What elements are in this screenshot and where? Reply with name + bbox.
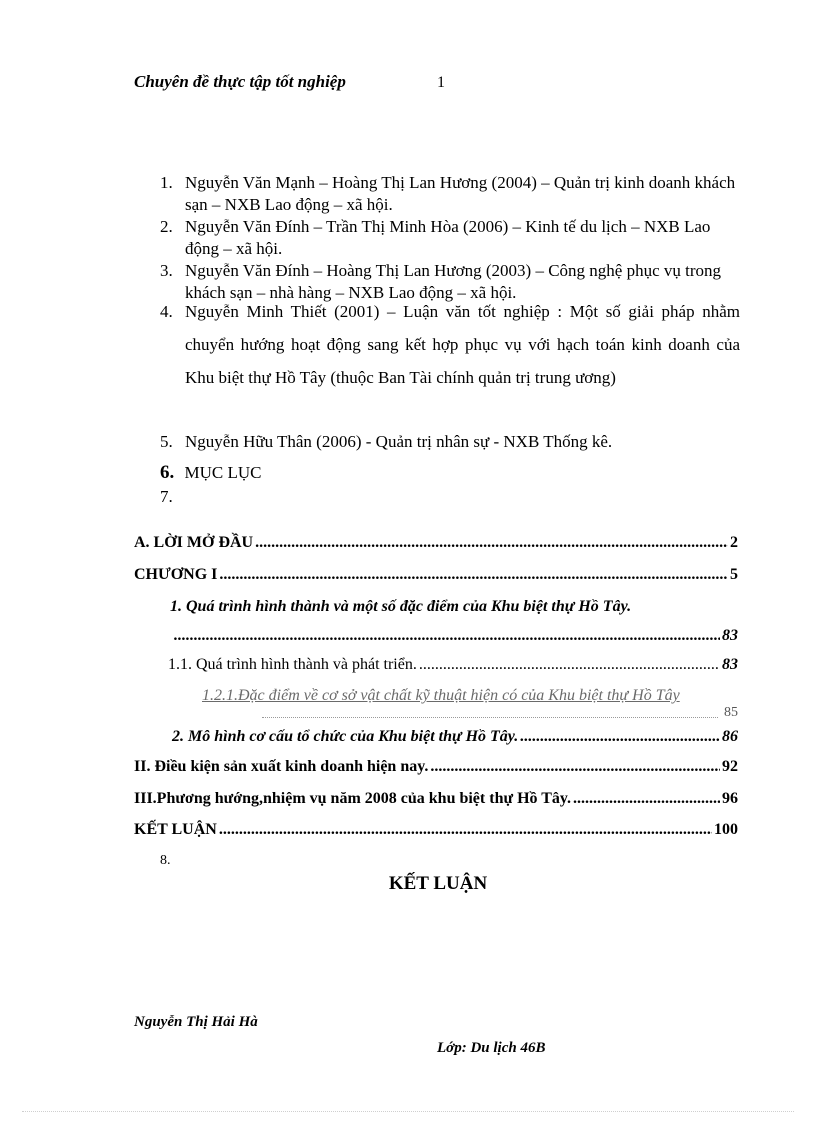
toc-leader	[419, 656, 720, 674]
toc-entry-page: 5	[730, 566, 738, 583]
toc-entry[interactable]	[134, 821, 738, 839]
toc-entry-label: II. Điều kiện sản xuất kinh doanh hiện nay.	[134, 758, 429, 775]
toc-entry-page: 2	[730, 534, 738, 551]
toc-leader	[255, 534, 728, 552]
page-number: 1	[437, 74, 445, 91]
toc-entry-label: III.Phương hướng,nhiệm vụ năm 2008 của khu biệt thự Hồ Tây.	[134, 790, 572, 807]
reference-text: Nguyễn Minh Thiết (2001) – Luận văn tốt nghiệp : Một số giải pháp nhằm chuyển hướng hoạt động sang kết hợp phục vụ với hạch toán kinh doanh của Khu biệt thự Hồ Tây (thuộc Ban Tài chính quản trị trung ương)	[185, 302, 740, 387]
toc-entry-page: 85	[724, 705, 738, 720]
toc-entry-label-line1[interactable]: 1. Quá trình hình thành và một số đặc điểm của Khu biệt thự Hồ Tây.	[170, 598, 632, 615]
toc-entry-label: A. LỜI MỞ ĐẦU	[134, 534, 254, 551]
reference-text: Nguyễn Hữu Thân (2006) - Quản trị nhân sự - NXB Thống kê.	[185, 432, 613, 451]
toc-leader	[219, 566, 728, 584]
reference-item	[160, 431, 740, 453]
document-header-title: Chuyên đề thực tập tốt nghiệp	[134, 72, 346, 91]
reference-number: 2.	[160, 217, 173, 236]
toc-entry[interactable]	[134, 790, 738, 808]
reference-text: Nguyễn Văn Đính – Hoàng Thị Lan Hương (2003) – Công nghệ phục vụ trong khách sạn – nhà hàng – NXB Lao động – xã hội.	[185, 261, 722, 302]
toc-entry[interactable]	[172, 728, 738, 746]
toc-leader	[520, 728, 720, 746]
toc-entry-link[interactable]: 1.2.1.Đặc điểm về cơ sở vật chất kỹ thuật hiện có của Khu biệt thự Hồ Tây	[202, 687, 680, 704]
toc-heading-number: 6.	[160, 462, 175, 483]
toc-heading-text: MỤC LỤC	[184, 463, 262, 482]
reference-text: Nguyễn Văn Mạnh – Hoàng Thị Lan Hương (2004) – Quản trị kinh doanh khách sạn – NXB Lao động – xã hội.	[185, 173, 736, 214]
toc-entry[interactable]	[134, 566, 738, 584]
reference-item	[160, 172, 740, 216]
toc-entry-page: 86	[722, 728, 738, 745]
footer-class: Lớp: Du lịch 46B	[437, 1040, 546, 1056]
reference-item	[160, 295, 740, 394]
list-number-8: 8.	[160, 853, 171, 868]
toc-leader	[573, 790, 720, 808]
list-number-7: 7.	[160, 487, 173, 506]
conclusion-heading: KẾT LUẬN	[388, 873, 488, 894]
toc-entry[interactable]	[134, 758, 738, 776]
reference-number: 4.	[160, 302, 173, 321]
reference-number: 1.	[160, 173, 173, 192]
toc-entry-page: 92	[722, 758, 738, 775]
toc-entry-page: 96	[722, 790, 738, 807]
toc-entry-page: 83	[722, 656, 738, 673]
reference-number: 3.	[160, 261, 173, 280]
toc-entry-label: 1.1. Quá trình hình thành và phát triển.	[168, 656, 417, 673]
reference-text: Nguyễn Văn Đính – Trần Thị Minh Hòa (2006) – Kinh tế du lịch – NXB Lao động – xã hội.	[185, 217, 711, 258]
reference-number: 5.	[160, 432, 173, 451]
page-bottom-divider	[22, 1111, 794, 1112]
toc-entry[interactable]	[168, 656, 738, 674]
toc-entry-label: 2. Mô hình cơ cấu tổ chức của Khu biệt thự Hồ Tây.	[172, 728, 519, 745]
toc-leader	[262, 717, 718, 718]
reference-item	[160, 216, 740, 260]
toc-entry-label: CHƯƠNG I	[134, 566, 218, 583]
toc-entry[interactable]	[202, 686, 738, 720]
toc-entry-page: 83	[722, 627, 738, 644]
footer-author: Nguyễn Thị Hải Hà	[134, 1014, 258, 1030]
toc-entry[interactable]	[134, 534, 738, 552]
toc-entry[interactable]	[172, 627, 738, 645]
toc-leader	[430, 758, 720, 776]
toc-leader	[174, 627, 720, 645]
toc-heading	[160, 462, 261, 484]
toc-entry-page: 100	[714, 821, 738, 838]
toc-leader	[219, 821, 712, 839]
toc-entry-label: KẾT LUẬN	[134, 821, 217, 838]
